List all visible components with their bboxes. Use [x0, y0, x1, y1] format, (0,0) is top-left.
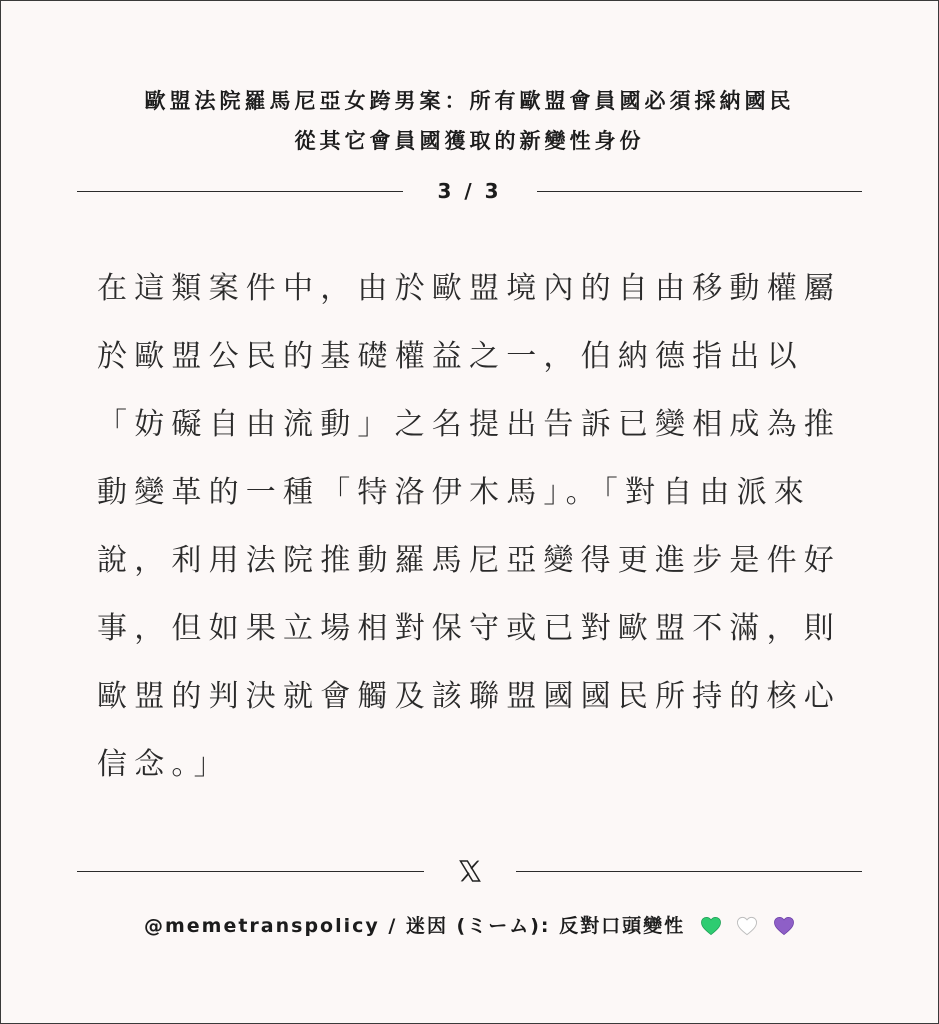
green-heart-icon — [700, 916, 722, 936]
post-title-line-2: 從其它會員國獲取的新變性身份 — [294, 129, 645, 153]
divider-line-right — [537, 191, 863, 192]
x-logo — [424, 858, 516, 884]
post-title-line-1: 歐盟法院羅馬尼亞女跨男案：所有歐盟會員國必須採納國民 — [144, 89, 795, 113]
divider-line-left — [77, 191, 403, 192]
divider-line-right — [516, 871, 863, 872]
purple-heart-icon — [773, 916, 795, 936]
divider-line-left — [77, 871, 424, 872]
body-line: 在這類案件中，由於歐盟境內的自由移動權屬 — [97, 271, 841, 306]
page-counter: 3 / 3 — [437, 179, 502, 203]
page-counter-divider — [77, 179, 862, 203]
body-text — [97, 255, 857, 799]
handle-text: @memetranspolicy / 迷因 (ミーム): 反對口頭變性 — [143, 915, 686, 937]
footer-handle — [1, 911, 938, 938]
body-line: 信念。」 — [97, 747, 231, 782]
body-line: 動變革的一種「特洛伊木馬」。「對自由派來 — [97, 475, 811, 510]
body-line: 「妨礙自由流動」之名提出告訴已變相成為推 — [97, 407, 841, 442]
post-title — [1, 81, 938, 161]
body-line: 歐盟的判決就會觸及該聯盟國國民所持的核心 — [97, 679, 841, 714]
body-line: 於歐盟公民的基礎權益之一，伯納德指出以 — [97, 339, 804, 374]
x-logo-icon — [457, 858, 483, 884]
body-line: 說，利用法院推動羅馬尼亞變得更進步是件好 — [97, 543, 841, 578]
body-line: 事，但如果立場相對保守或已對歐盟不滿，則 — [97, 611, 841, 646]
white-heart-icon — [736, 916, 758, 936]
footer-divider — [77, 858, 862, 884]
